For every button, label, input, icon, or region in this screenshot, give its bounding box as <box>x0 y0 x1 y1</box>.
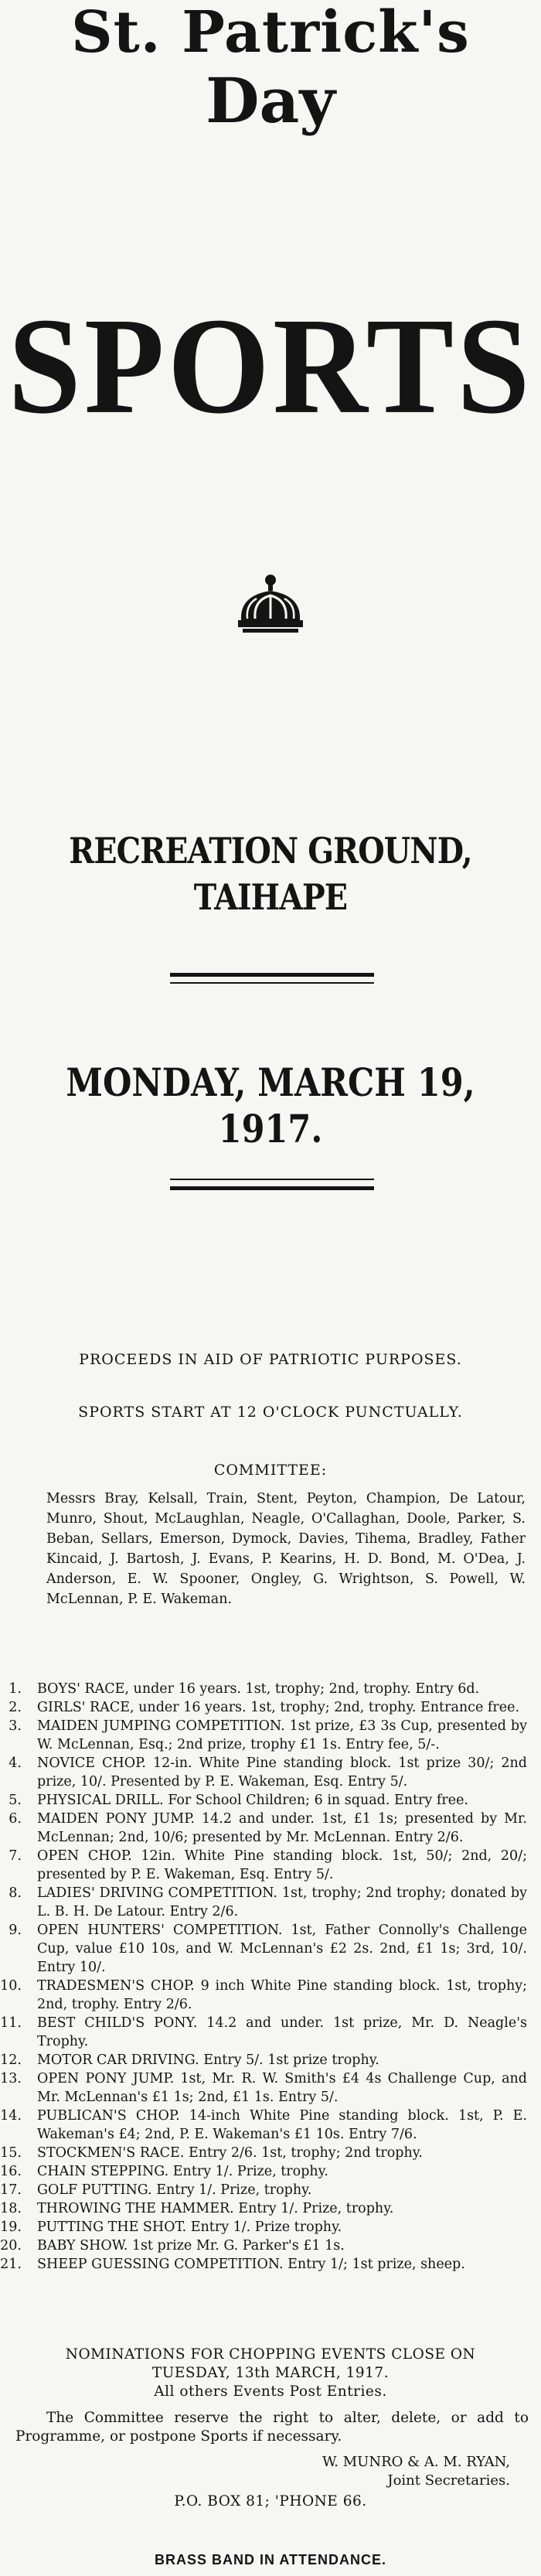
event-description: MAIDEN PONY JUMP. 14.2 and under. 1st, £1 1s; presented by Mr. McLennan; 2nd, 10/6; presented by Mr. McLennan. Entry 2/6. <box>37 1811 527 1845</box>
committee-heading: COMMITTEE: <box>213 1462 328 1479</box>
event-item <box>0 2199 541 2218</box>
event-number: 18. <box>0 2201 22 2216</box>
event-description: BOYS' RACE, under 16 years. 1st, trophy; 2nd, trophy. Entry 6d. <box>37 1681 480 1697</box>
event-item <box>0 1791 541 1810</box>
event-description: SHEEP GUESSING COMPETITION. Entry 1/; 1st prize, sheep. <box>37 2257 465 2272</box>
start-time-line: SPORTS START AT 12 O'CLOCK PUNCTUALLY. <box>78 1404 463 1421</box>
event-number: 10. <box>0 1978 22 1994</box>
event-description: BABY SHOW. 1st prize Mr. G. Parker's £1 1s. <box>37 2238 345 2254</box>
event-description: LADIES' DRIVING COMPETITION. 1st, trophy; 2nd trophy; donated by L. B. H. De Latour. Entry 2/6. <box>37 1885 527 1919</box>
event-number: 1. <box>9 1681 22 1697</box>
event-number: 8. <box>9 1885 22 1901</box>
nominations-line-3: All others Events Post Entries. <box>154 2383 387 2400</box>
title-st-patricks: St. Patrick's <box>71 0 470 66</box>
event-description: PUTTING THE SHOT. Entry 1/. Prize trophy. <box>37 2219 342 2235</box>
event-number: 3. <box>9 1718 22 1734</box>
crown-ornament-icon <box>232 572 309 637</box>
committee-members: Messrs Bray, Kelsall, Train, Stent, Peyton, Champion, De Latour, Munro, Shout, McLaughlan, Neagle, O'Callaghan, Doole, Parker, S. Beban, Sellars, Emerson, Dymock, Davies, Tihema, Bradley, Father Kincaid, J. Bartosh, J. Evans, P. Kearins, H. D. Bond, M. O'Dea, J. Anderson, E. W. Spooner, Ongley, G. Wrightson, S. Powell, W. McLennan, P. E. Wakeman. <box>46 1491 526 1607</box>
event-description: OPEN HUNTERS' COMPETITION. 1st, Father Connolly's Challenge Cup, value £10 10s, and W. McLennan's £2 2s. 2nd, £1 1s; 3rd, 10/. Entry 10/. <box>37 1923 527 1975</box>
event-description: GOLF PUTTING. Entry 1/. Prize, trophy. <box>37 2182 312 2198</box>
event-description: MOTOR CAR DRIVING. Entry 5/. 1st prize trophy. <box>37 2052 379 2068</box>
event-item <box>0 2218 541 2237</box>
event-description: THROWING THE HAMMER. Entry 1/. Prize, trophy. <box>37 2201 394 2216</box>
event-number: 17. <box>0 2182 22 2198</box>
event-number: 13. <box>0 2071 22 2086</box>
event-description: CHAIN STEPPING. Entry 1/. Prize, trophy. <box>37 2164 328 2179</box>
event-number: 5. <box>9 1793 22 1808</box>
event-description: OPEN PONY JUMP. 1st, Mr. R. W. Smith's £4 4s Challenge Cup, and Mr. McLennan's £1 1s; 2nd, £1 1s. Entry 5/. <box>37 2071 527 2105</box>
event-number: 4. <box>9 1755 22 1771</box>
event-item <box>0 1754 541 1791</box>
brass-band-note: BRASS BAND IN ATTENDANCE. <box>154 2552 386 2567</box>
event-item <box>0 2014 541 2051</box>
event-number: 16. <box>0 2164 22 2179</box>
title-sports: SPORTS <box>8 289 533 442</box>
event-description: STOCKMEN'S RACE. Entry 2/6. 1st, trophy; 2nd trophy. <box>37 2145 423 2161</box>
event-description: OPEN CHOP. 12in. White Pine standing block. 1st, 50/; 2nd, 20/; presented by P. E. Wakeman, Esq. Entry 5/. <box>37 1848 527 1882</box>
event-item <box>0 2069 541 2107</box>
event-date: MONDAY, MARCH 19, 1917. <box>66 1059 475 1152</box>
event-number: 6. <box>9 1811 22 1827</box>
event-number: 14. <box>0 2108 22 2124</box>
event-description: BEST CHILD'S PONY. 14.2 and under. 1st prize, Mr. D. Neagle's Trophy. <box>37 2015 527 2049</box>
divider-rule <box>170 982 374 984</box>
event-number: 11. <box>0 2015 22 2031</box>
event-description: PUBLICAN'S CHOP. 14-inch White Pine standing block. 1st, P. E. Wakeman's £4; 2nd, P. E. Wakeman's £1 10s. Entry 7/6. <box>37 2108 527 2142</box>
event-item <box>0 1717 541 1754</box>
event-number: 15. <box>0 2145 22 2161</box>
event-description: GIRLS' RACE, under 16 years. 1st, trophy; 2nd, trophy. Entrance free. <box>37 1700 520 1715</box>
event-description: PHYSICAL DRILL. For School Children; 6 in squad. Entry free. <box>37 1793 468 1808</box>
event-item <box>0 2107 541 2144</box>
event-description: MAIDEN JUMPING COMPETITION. 1st prize, £3 3s Cup, presented by W. McLennan, Esq.; 2nd prize, trophy £1 1s. Entry fee, 5/-. <box>37 1718 527 1752</box>
event-description: NOVICE CHOP. 12-in. White Pine standing block. 1st prize 30/; 2nd prize, 10/. Presented by P. E. Wakeman, Esq. Entry 5/. <box>37 1755 527 1790</box>
event-item <box>0 1847 541 1884</box>
event-item <box>0 1977 541 2014</box>
nominations-line-2: TUESDAY, 13th MARCH, 1917. <box>151 2365 390 2381</box>
event-number: 20. <box>0 2238 22 2254</box>
secretaries-names: W. MUNRO & A. M. RYAN, <box>322 2454 510 2470</box>
divider-rule <box>170 1179 374 1180</box>
event-description: TRADESMEN'S CHOP. 9 inch White Pine standing block. 1st, trophy; 2nd, trophy. Entry 2/6. <box>37 1978 527 2012</box>
divider-rule <box>170 1186 374 1190</box>
event-number: 2. <box>9 1700 22 1715</box>
title-day: Day <box>206 64 335 137</box>
events-list <box>0 1680 541 2274</box>
event-item <box>0 2144 541 2162</box>
divider-rule <box>170 973 374 977</box>
event-number: 9. <box>9 1923 22 1938</box>
event-item <box>0 2181 541 2199</box>
event-item <box>0 1680 541 1698</box>
event-item <box>0 1921 541 1977</box>
event-number: 7. <box>9 1848 22 1864</box>
secretaries-title: Joint Secretaries. <box>387 2472 510 2489</box>
event-item <box>0 2255 541 2274</box>
postal-address: P.O. BOX 81; 'PHONE 66. <box>174 2493 367 2509</box>
proceeds-line: PROCEEDS IN AID OF PATRIOTIC PURPOSES. <box>79 1351 462 1368</box>
event-item <box>0 1810 541 1847</box>
event-item <box>0 1884 541 1921</box>
committee-reserve-note: The Committee reserve the right to alter, delete, or add to Programme, or postpone Sports if necessary. <box>15 2410 529 2445</box>
event-number: 21. <box>0 2257 22 2272</box>
event-item <box>0 2051 541 2069</box>
event-item <box>0 2237 541 2255</box>
event-number: 19. <box>0 2219 22 2235</box>
venue-heading: RECREATION GROUND, TAIHAPE <box>69 830 472 918</box>
nominations-line-1: NOMINATIONS FOR CHOPPING EVENTS CLOSE ON <box>65 2346 476 2363</box>
event-item <box>0 1698 541 1717</box>
event-item <box>0 2162 541 2181</box>
event-number: 12. <box>0 2052 22 2068</box>
